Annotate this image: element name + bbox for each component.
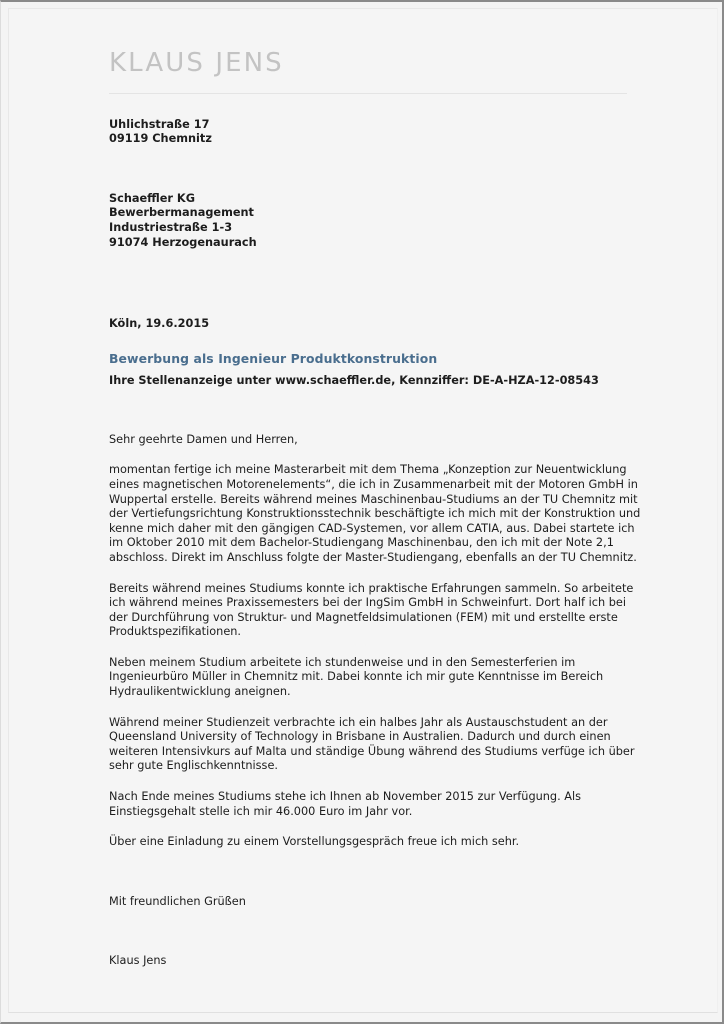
body-paragraph: [105, 581, 634, 640]
body-paragraph: [105, 656, 627, 700]
recipient-address-line: Industriestraße 1-3: [109, 220, 233, 234]
date-line: Köln, 19.6.2015: [109, 317, 210, 331]
letterhead-name: KLAUS JENS: [109, 48, 284, 78]
body-paragraph: [105, 790, 627, 819]
body-paragraph-line: Nach Ende meines Studiums stehe ich Ihnen ab November 2015 zur Verfügung. Als: [109, 790, 582, 804]
body-paragraph-line: sehr gute Englischkenntnisse.: [109, 759, 278, 773]
subject-reference: Ihre Stellenanzeige unter www.schaeffler.de, Kennziffer: DE-A-HZA-12-08543: [109, 373, 599, 387]
recipient-address-line: Schaeffler KG: [109, 191, 195, 205]
body-paragraph-line: Queensland University of Technology in Brisbane in Australien. Dadurch und durch einen: [109, 730, 611, 744]
body-paragraph-line: Hydraulikentwicklung aneignen.: [109, 685, 291, 699]
signature-name: Klaus Jens: [109, 954, 167, 968]
body-paragraph-line: Wuppertal erstelle. Bereits während meines Maschinenbau-Studiums an der TU Chemnitz mit: [109, 492, 638, 506]
body-paragraph-line: der Durchführung von Struktur- und Magnetfeldsimulationen (FEM) mit und erstellte erste: [109, 610, 618, 624]
body-paragraph-line: Über eine Einladung zu einem Vorstellungsgespräch freue ich mich sehr.: [109, 835, 520, 849]
body-paragraph-line: Ingenieurbüro Müller in Chemnitz mit. Dabei konnte ich mir gute Kenntnisse im Bereich: [109, 670, 604, 684]
sender-address: [105, 118, 627, 147]
letterhead-divider: [109, 93, 627, 94]
body-paragraph-line: kenne mich daher mit den gängigen CAD-Systemen, vor allem CATIA, aus. Dabei startete ich: [109, 521, 635, 535]
recipient-address: [105, 192, 627, 250]
body-paragraph-line: eines magnetischen Motorenelements“, die ich in Zusammenarbeit mit der Motoren GmbH in: [109, 477, 638, 491]
subject-title: Bewerbung als Ingenieur Produktkonstruktion: [109, 350, 438, 366]
sender-address-line: Uhlichstraße 17: [109, 117, 210, 131]
body-paragraph-line: weiteren Intensivkurs auf Malta und ständige Übung während des Studiums verfüge ich über: [109, 744, 635, 758]
body-paragraph: [105, 463, 641, 565]
body-paragraph-line: Einstiegsgehalt stelle ich mir 46.000 Euro im Jahr vor.: [109, 804, 413, 818]
body-paragraph-line: Während meiner Studienzeit verbrachte ich ein halbes Jahr als Austauschstudent an der: [109, 715, 608, 729]
sender-address-line: 09119 Chemnitz: [109, 132, 212, 146]
body-paragraph-line: Neben meinem Studium arbeitete ich stundenweise und in den Semesterferien im: [109, 655, 576, 669]
body-paragraph-line: abschloss. Direkt im Anschluss folgte der Master-Studiengang, ebenfalls an der TU Chemnitz.: [109, 550, 637, 564]
letter-content: [105, 48, 641, 969]
closing-phrase: Mit freundlichen Grüßen: [109, 894, 246, 908]
recipient-address-line: Bewerbermanagement: [109, 206, 254, 220]
recipient-address-line: 91074 Herzogenaurach: [109, 235, 257, 249]
letter-body: [105, 463, 641, 849]
body-paragraph: [105, 835, 627, 850]
salutation: Sehr geehrte Damen und Herren,: [109, 432, 298, 446]
body-paragraph-line: ich während meines Praxissemesters bei der IngSim GmbH in Schweinfurt. Dort half ich bei: [109, 596, 626, 610]
body-paragraph-line: Bereits während meines Studiums konnte ich praktische Erfahrungen sammeln. So arbeitete: [109, 581, 634, 595]
document-sheet: [8, 8, 718, 1013]
body-paragraph-line: Produktspezifikationen.: [109, 625, 242, 639]
body-paragraph: [105, 715, 635, 774]
body-paragraph-line: momentan fertige ich meine Masterarbeit mit dem Thema „Konzeption zur Neuentwicklung: [109, 463, 627, 477]
body-paragraph-line: im Oktober 2010 mit dem Bachelor-Studiengang Maschinenbau, den ich mit der Note 2,1: [109, 536, 614, 550]
body-paragraph-line: der Vertiefungsrichtung Konstruktionsstechnik beschäftigte ich mich mit der Konstruktion und: [109, 507, 641, 521]
